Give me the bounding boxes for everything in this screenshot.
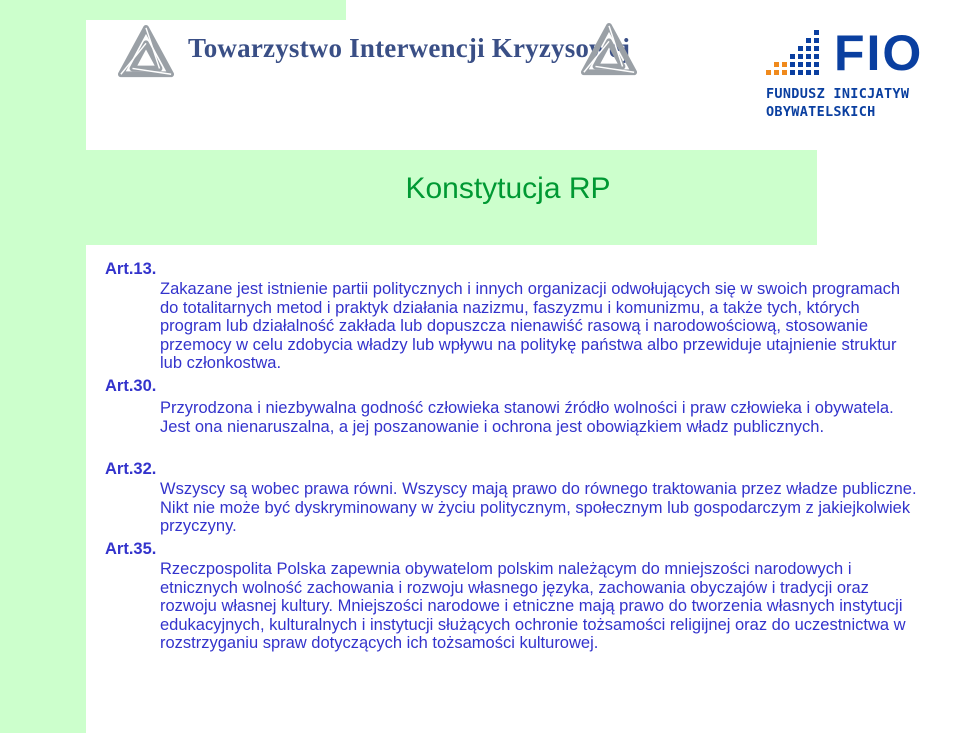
article-text: Przyrodzona i niezbywalna godność człowieka stanowi źródło wolności i praw człowieka i obywatela. Jest ona nienaruszalna, a jej poszanowanie i ochrona jest obowiązkiem władz publicznych. — [160, 399, 894, 436]
fio-logo — [762, 25, 952, 124]
article-label: Art.30. — [105, 377, 157, 395]
fio-letters: FIO — [834, 25, 924, 81]
article-text: Zakazane jest istnienie partii politycznych i innych organizacji odwołujących się w swoich programach do totalitarnych metod i praktyk działania nazizmu, faszyzmu i komunizmu, a także tych, których program lub działalność zakłada lub dopuszcza nienawiść rasową i narodowościową, stosowanie przemocy w celu zdobycia władzy lub wpływu na politykę państwa albo przewiduje utajnienie struktur lub członkostwa. — [160, 280, 901, 372]
fio-line-1: FUNDUSZ INICJATYW — [766, 86, 910, 102]
fio-line-2: OBYWATELSKICH — [766, 104, 876, 120]
article-text: Wszyscy są wobec prawa równi. Wszyscy mają prawo do równego traktowania przez władze publiczne. Nikt nie może być dyskryminowany w życiu politycznym, społecznym lub gospodarczym z jakiejkolwiek przyczyny. — [160, 480, 917, 535]
dot-grid-mark-icon — [764, 30, 830, 80]
org-name: Towarzystwo Interwencji Kryzysowej — [188, 33, 631, 63]
triangular-knot-logo-icon — [580, 22, 638, 80]
article-label: Art.35. — [105, 540, 157, 558]
article-text: Rzeczpospolita Polska zapewnia obywatelom polskim należącym do mniejszości narodowych i etnicznych wolność zachowania i rozwoju własnego języka, zachowania obyczajów i tradycji oraz rozwoju własnej kultury. Mniejszości narodowe i etniczne mają prawo do tworzenia własnych instytucji edukacyjnych, kulturalnych i instytucji służących ochronie tożsamości religijnej oraz do uczestnictwa w rozstrzyganiu spraw dotyczących ich tożsamości kulturowej. — [160, 560, 906, 652]
article-label: Art.13. — [105, 260, 157, 278]
article-label: Art.32. — [105, 460, 157, 478]
triangular-knot-logo-icon — [117, 24, 175, 82]
slide-title: Konstytucja RP — [405, 172, 611, 205]
decor-band-left — [0, 0, 86, 733]
